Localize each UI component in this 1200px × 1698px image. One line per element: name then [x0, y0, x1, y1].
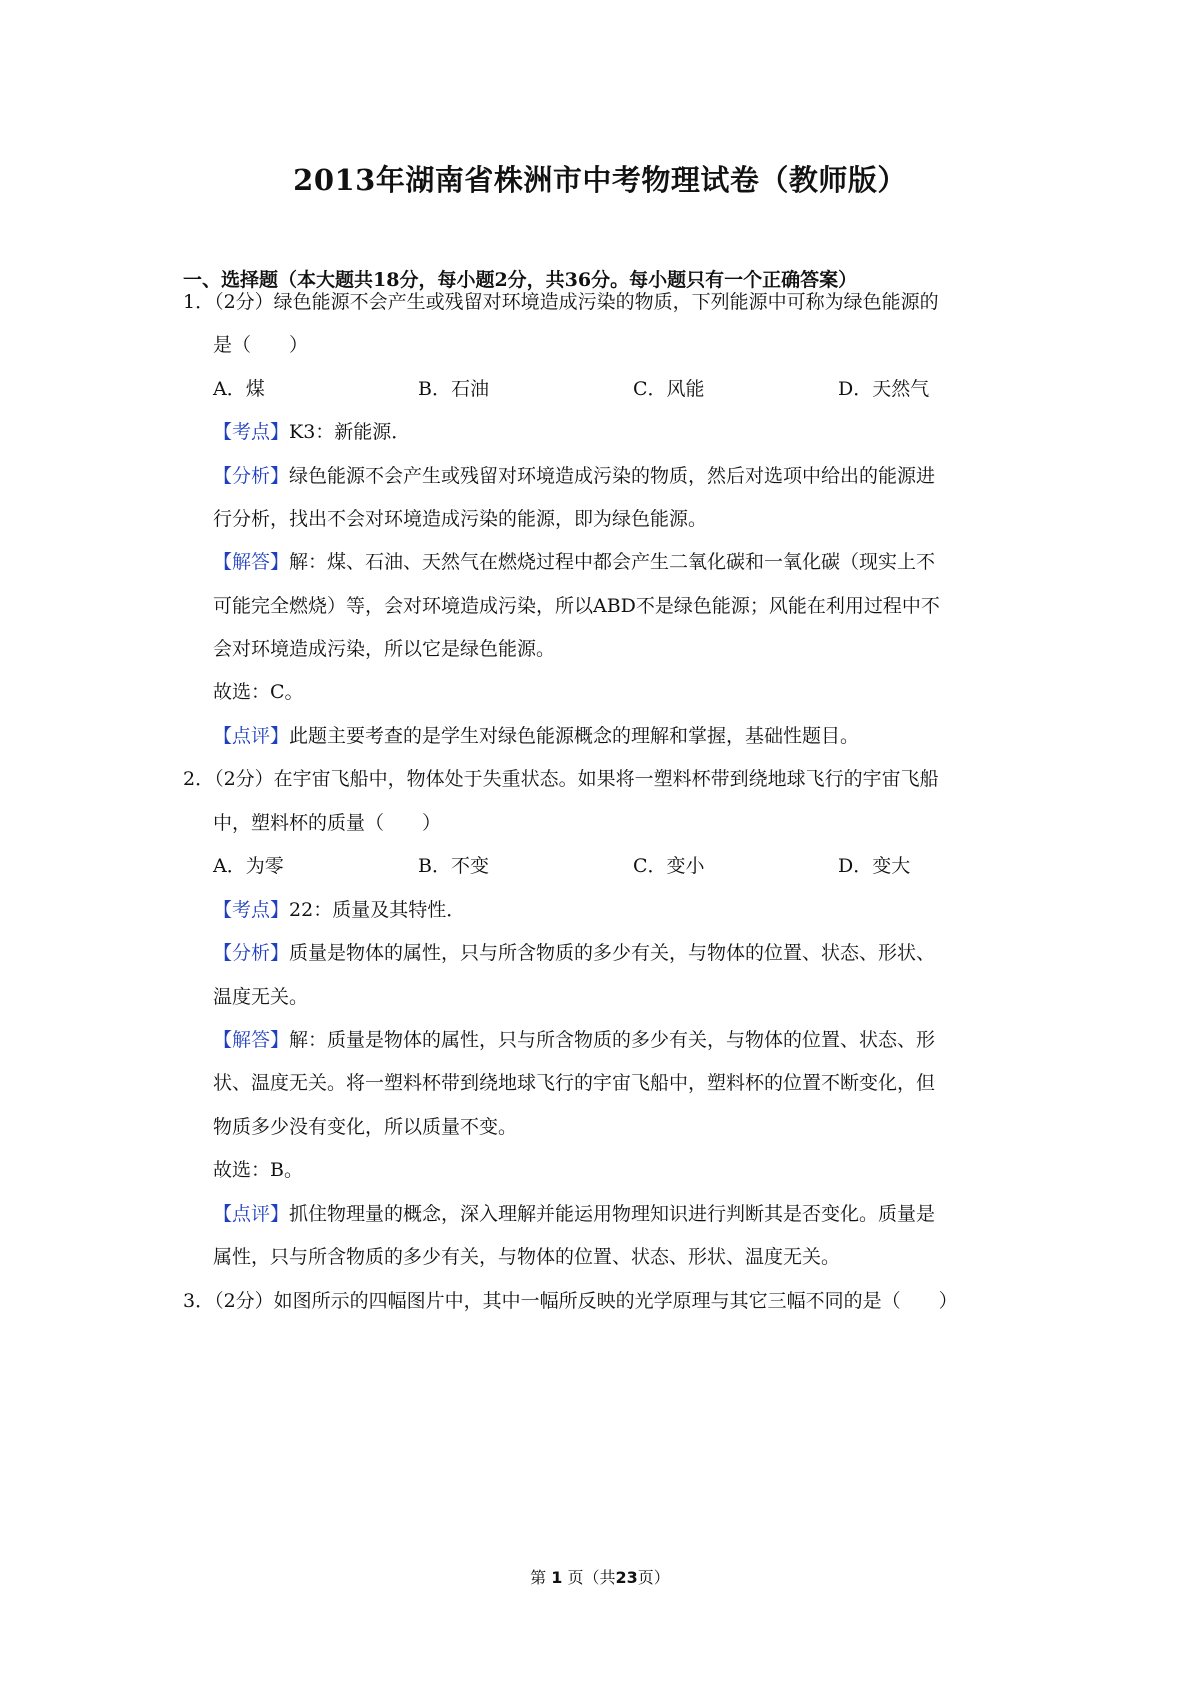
- q2-dianping-line2: 属性，只与所含物质的多少有关，与物体的位置、状态、形状、温度无关。: [213, 1246, 841, 1268]
- q1-jieda-line1: [213, 548, 935, 576]
- fenxi-text: 绿色能源不会产生或残留对环境造成污染的物质，然后对选项中给出的能源进: [289, 465, 936, 487]
- q2-option-d: D．变大: [838, 855, 911, 877]
- kaodian-tag: 【考点】: [213, 421, 290, 443]
- footer-page-number: 1: [551, 1568, 563, 1587]
- q1-stem-line1: 1．（2分）绿色能源不会产生或残留对环境造成污染的物质，下列能源中可称为绿色能源的: [183, 291, 939, 313]
- jieda-text: 解：煤、石油、天然气在燃烧过程中都会产生二氧化碳和一氧化碳（现实上不: [289, 551, 936, 573]
- dianping-tag: 【点评】: [213, 1203, 290, 1225]
- q1-option-c: C．风能: [633, 378, 705, 400]
- jieda-tag: 【解答】: [213, 551, 290, 573]
- q1-jieda-line2: 可能完全燃烧）等，会对环境造成污染，所以ABD不是绿色能源；风能在利用过程中不: [213, 595, 940, 617]
- q2-stem-line1: 2．（2分）在宇宙飞船中，物体处于失重状态。如果将一塑料杯带到绕地球飞行的宇宙飞船: [183, 768, 939, 790]
- q2-option-c: C．变小: [633, 855, 705, 877]
- q1-fenxi-line1: [213, 462, 935, 490]
- q2-answer: 故选：B。: [213, 1159, 303, 1181]
- q2-option-a: A．为零: [213, 855, 284, 877]
- q3-stem-line1: 3．（2分）如图所示的四幅图片中，其中一幅所反映的光学原理与其它三幅不同的是（ ）: [183, 1290, 958, 1312]
- q2-fenxi-line2: 温度无关。: [213, 986, 309, 1008]
- fenxi-text: 质量是物体的属性，只与所含物质的多少有关，与物体的位置、状态、形状、: [289, 942, 936, 964]
- fenxi-tag: 【分析】: [213, 942, 290, 964]
- q2-jieda-line3: 物质多少没有变化，所以质量不变。: [213, 1116, 518, 1138]
- jieda-tag: 【解答】: [213, 1029, 290, 1051]
- q1-fenxi-line2: 行分析，找出不会对环境造成污染的能源，即为绿色能源。: [213, 508, 708, 530]
- q2-jieda-line1: [213, 1026, 935, 1054]
- q1-dianping: [213, 722, 859, 750]
- kaodian-text: 22：质量及其特性．: [289, 899, 466, 921]
- q2-kaodian: [213, 896, 465, 924]
- jieda-text: 解：质量是物体的属性，只与所含物质的多少有关，与物体的位置、状态、形: [289, 1029, 936, 1051]
- kaodian-text: K3：新能源．: [289, 421, 411, 443]
- footer-suffix: 页）: [637, 1568, 670, 1587]
- q1-option-d: D．天然气: [838, 378, 930, 400]
- q2-dianping-line1: [213, 1200, 935, 1228]
- q1-option-a: A．煤: [213, 378, 265, 400]
- q1-option-b: B．石油: [418, 378, 489, 400]
- footer-prefix: 第: [530, 1568, 547, 1587]
- q1-stem-line2: 是（ ）: [213, 334, 309, 356]
- q1-jieda-line3: 会对环境造成污染，所以它是绿色能源。: [213, 638, 556, 660]
- footer-total-pages: 23: [615, 1568, 638, 1587]
- section-heading: 一、选择题（本大题共18分，每小题2分，共36分。每小题只有一个正确答案）: [183, 269, 858, 291]
- q1-kaodian: [213, 418, 410, 446]
- q2-jieda-line2: 状、温度无关。将一塑料杯带到绕地球飞行的宇宙飞船中，塑料杯的位置不断变化，但: [213, 1072, 936, 1094]
- page-footer: [0, 1565, 1200, 1588]
- q2-option-b: B．不变: [418, 855, 489, 877]
- dianping-text: 此题主要考查的是学生对绿色能源概念的理解和掌握，基础性题目。: [289, 725, 860, 747]
- dianping-tag: 【点评】: [213, 725, 290, 747]
- q2-fenxi-line1: [213, 939, 935, 967]
- kaodian-tag: 【考点】: [213, 899, 290, 921]
- page-title: 2013年湖南省株洲市中考物理试卷（教师版）: [293, 163, 907, 197]
- dianping-text: 抓住物理量的概念，深入理解并能运用物理知识进行判断其是否变化。质量是: [289, 1203, 936, 1225]
- footer-middle: 页（共: [567, 1568, 616, 1587]
- q2-stem-line2: 中，塑料杯的质量（ ）: [213, 812, 442, 834]
- fenxi-tag: 【分析】: [213, 465, 290, 487]
- q1-answer: 故选：C。: [213, 681, 304, 703]
